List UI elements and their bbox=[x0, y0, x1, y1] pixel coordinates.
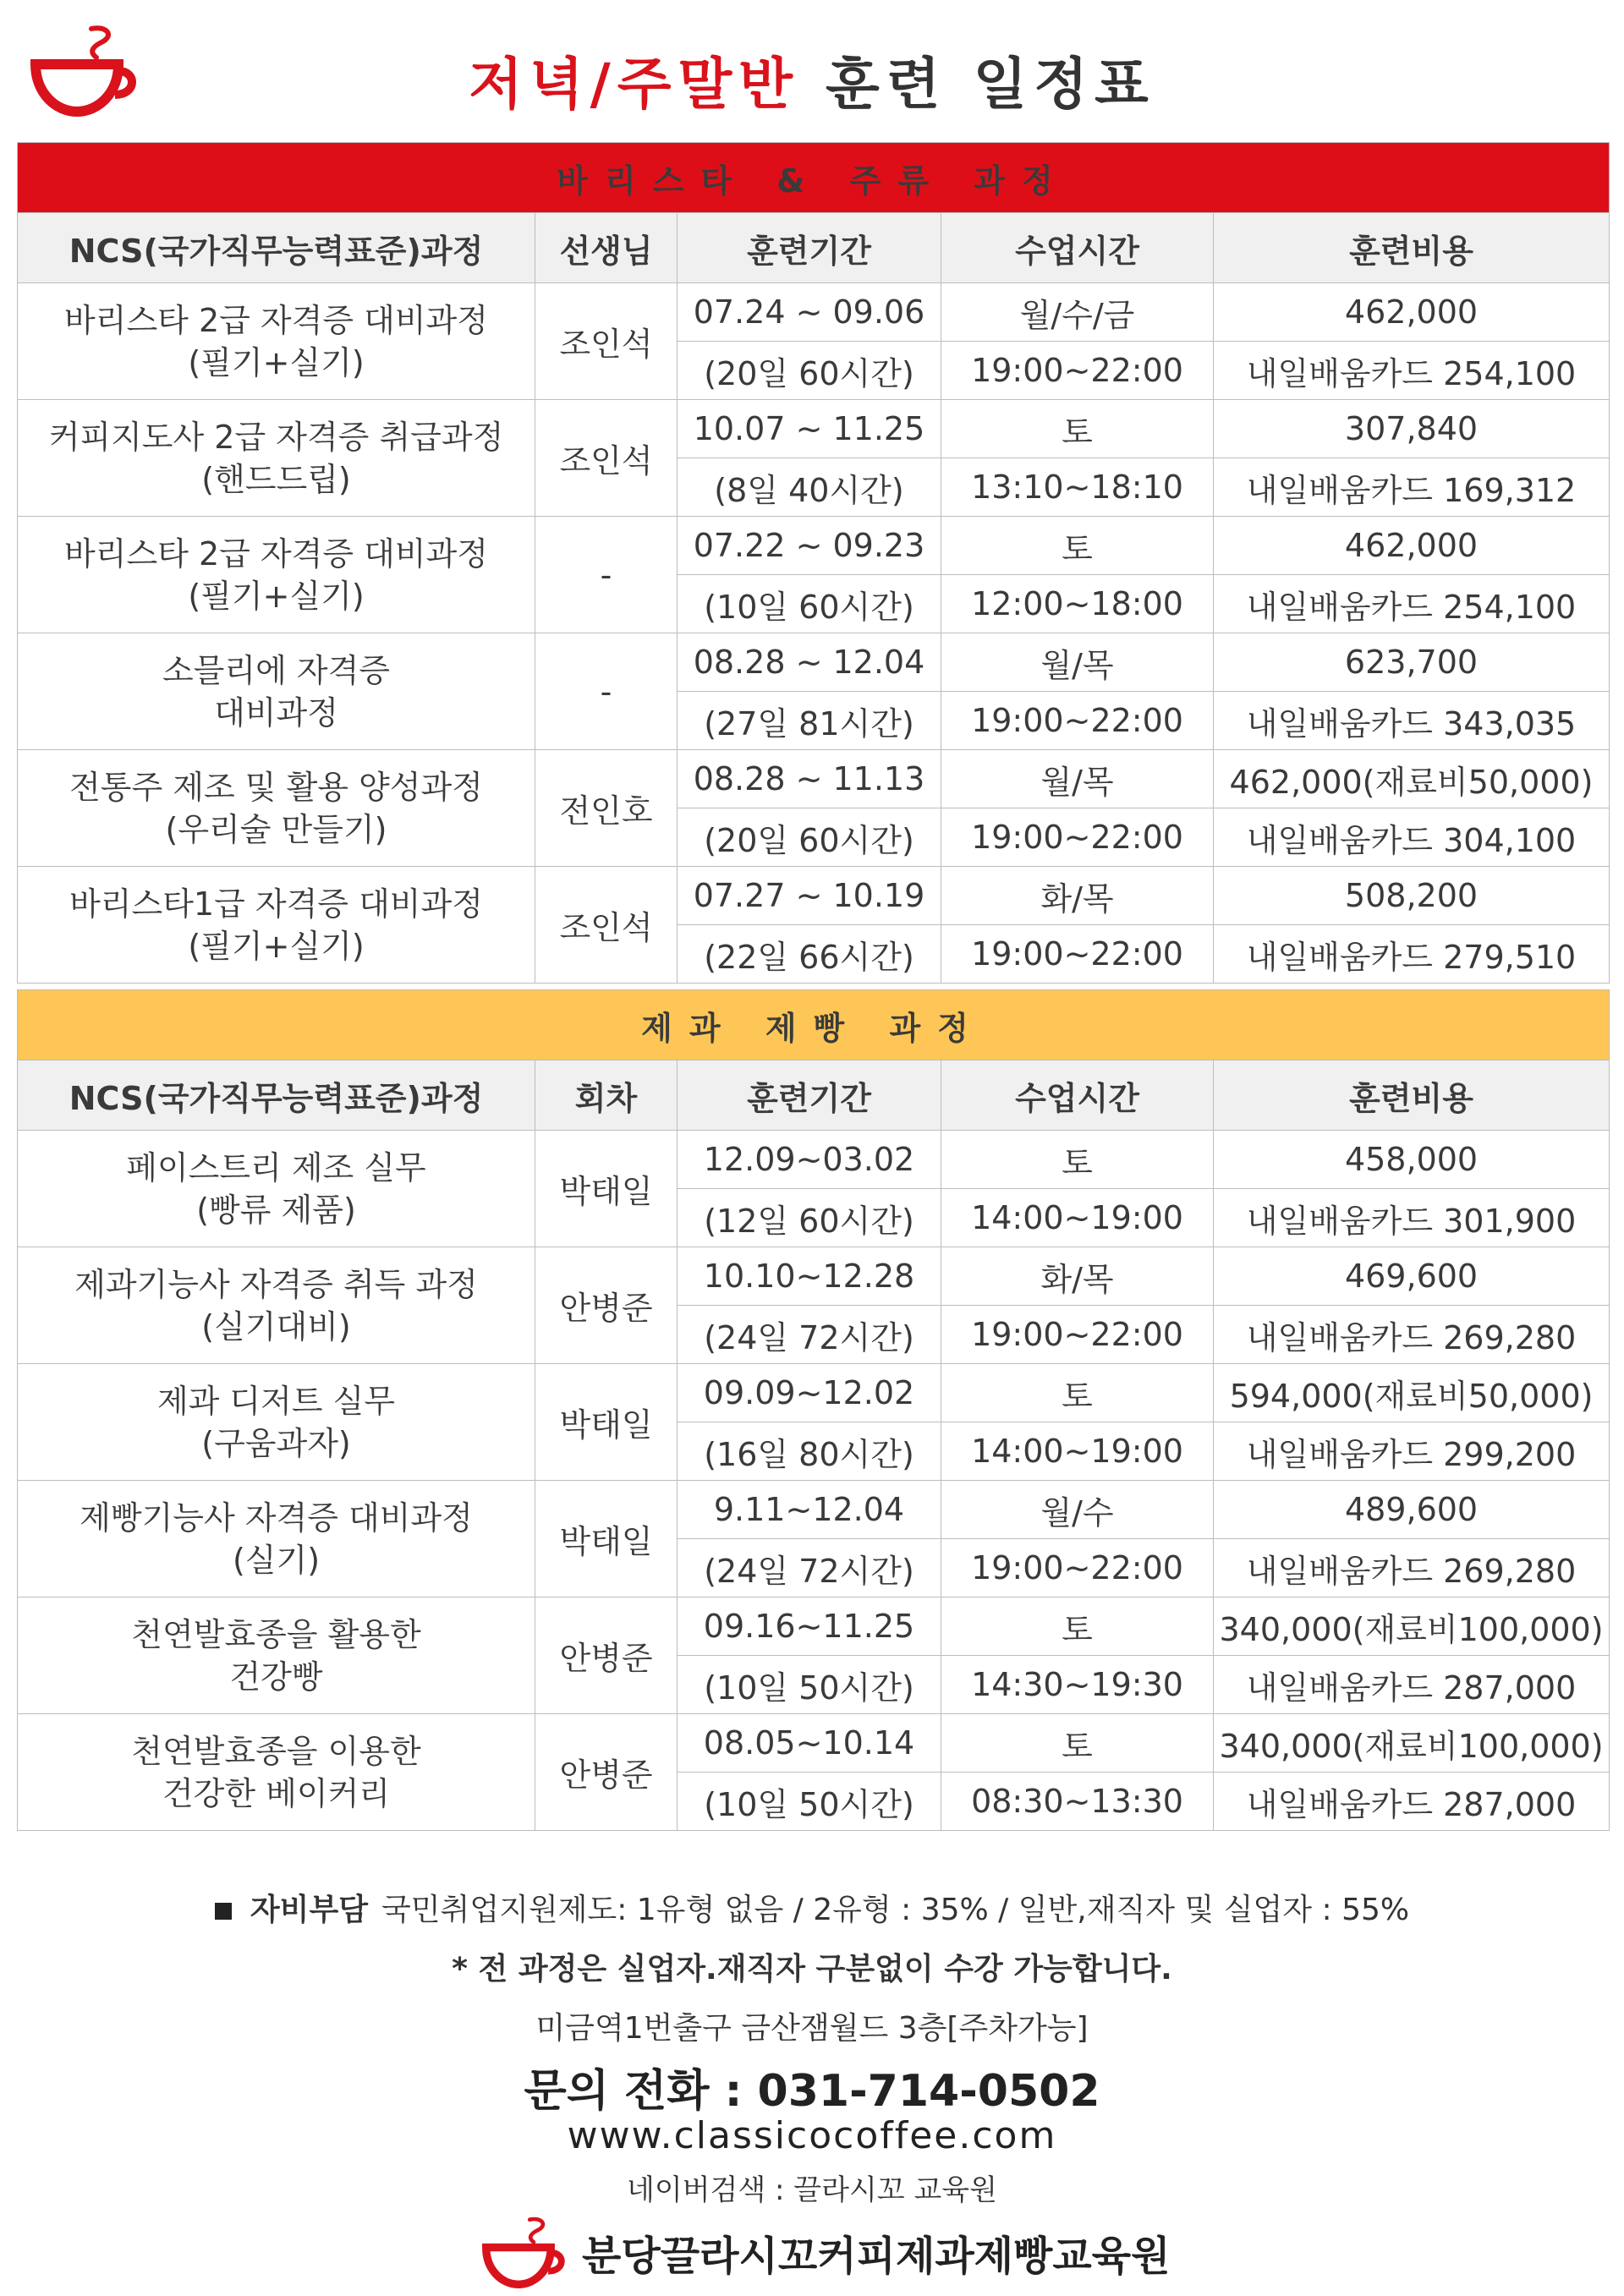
time-cell: 14:00~19:00 bbox=[941, 1422, 1214, 1481]
period-cell: 08.28 ~ 11.13 bbox=[678, 750, 941, 808]
duration-cell: (24일 72시간) bbox=[678, 1306, 941, 1364]
header-session: 회차 bbox=[535, 1060, 678, 1131]
course-subtitle: (실기대비) bbox=[201, 1307, 351, 1345]
period-cell: 08.28 ~ 12.04 bbox=[678, 633, 941, 692]
course-subtitle: (구움과자) bbox=[201, 1424, 351, 1462]
card-cost-cell: 내일배움카드 287,000 bbox=[1214, 1773, 1610, 1831]
table-row bbox=[18, 1597, 1610, 1656]
course-name-cell bbox=[18, 1247, 535, 1364]
cost-cell: 462,000(재료비50,000) bbox=[1214, 750, 1610, 808]
table-row bbox=[18, 517, 1610, 575]
course-title: 커피지도사 2급 자격증 취급과정 bbox=[48, 418, 504, 456]
course-name-cell bbox=[18, 283, 535, 400]
cost-cell: 340,000(재료비100,000) bbox=[1214, 1597, 1610, 1656]
table-row bbox=[18, 1247, 1610, 1306]
teacher-cell: 안병준 bbox=[535, 1714, 678, 1831]
course-subtitle: 건강빵 bbox=[229, 1658, 323, 1696]
card-cost-cell: 내일배움카드 269,280 bbox=[1214, 1539, 1610, 1597]
days-cell: 월/수/금 bbox=[941, 283, 1214, 342]
course-name-cell bbox=[18, 1714, 535, 1831]
period-cell: 12.09~03.02 bbox=[678, 1131, 941, 1189]
footer bbox=[0, 2214, 1624, 2290]
teacher-cell: - bbox=[535, 517, 678, 633]
organization-name: 분당끌라시꼬커피제과제빵교육원 bbox=[582, 2232, 1171, 2280]
card-cost-cell: 내일배움카드 254,100 bbox=[1214, 575, 1610, 633]
days-cell: 월/수 bbox=[941, 1481, 1214, 1539]
duration-cell: (24일 72시간) bbox=[678, 1539, 941, 1597]
cost-cell: 462,000 bbox=[1214, 517, 1610, 575]
teacher-cell: 조인석 bbox=[535, 283, 678, 400]
teacher-cell: 박태일 bbox=[535, 1481, 678, 1597]
course-name-cell bbox=[18, 400, 535, 517]
course-title: 제과기능사 자격증 취득 과정 bbox=[74, 1265, 478, 1303]
cost-cell: 489,600 bbox=[1214, 1481, 1610, 1539]
self-pay-text: 국민취업지원제도: 1유형 없음 / 2유형 : 35% / 일반,재직자 및 실업자 : 55% bbox=[381, 1893, 1410, 1927]
days-cell: 토 bbox=[941, 1714, 1214, 1773]
course-title: 바리스타 2급 자격증 대비과정 bbox=[64, 301, 488, 339]
course-subtitle: 대비과정 bbox=[214, 693, 338, 732]
days-cell: 토 bbox=[941, 400, 1214, 458]
time-cell: 19:00~22:00 bbox=[941, 1539, 1214, 1597]
course-subtitle: (우리술 만들기) bbox=[165, 810, 387, 848]
table-header-row bbox=[18, 1060, 1610, 1131]
duration-cell: (20일 60시간) bbox=[678, 342, 941, 400]
title-part1: 저녁/주말반 bbox=[469, 52, 800, 117]
course-subtitle: (필기+실기) bbox=[188, 577, 365, 615]
section-band-bakery: 제과 제빵 과정 bbox=[18, 990, 1610, 1060]
time-cell: 19:00~22:00 bbox=[941, 925, 1214, 984]
header-period: 훈련기간 bbox=[678, 213, 941, 283]
course-name-cell bbox=[18, 750, 535, 867]
course-title: 전통주 제조 및 활용 양성과정 bbox=[69, 768, 483, 806]
card-cost-cell: 내일배움카드 343,035 bbox=[1214, 692, 1610, 750]
location-text: 미금역1번출구 금산잼월드 3층[주차가능] bbox=[535, 2011, 1089, 2046]
duration-cell: (16일 80시간) bbox=[678, 1422, 941, 1481]
duration-cell: (12일 60시간) bbox=[678, 1189, 941, 1247]
cost-cell: 594,000(재료비50,000) bbox=[1214, 1364, 1610, 1422]
all-courses-note: * 전 과정은 실업자.재직자 구분없이 수강 가능합니다. bbox=[452, 1952, 1172, 1986]
cost-cell: 340,000(재료비100,000) bbox=[1214, 1714, 1610, 1773]
cost-cell: 307,840 bbox=[1214, 400, 1610, 458]
header-cost: 훈련비용 bbox=[1214, 213, 1610, 283]
table-row bbox=[18, 1364, 1610, 1422]
period-cell: 09.16~11.25 bbox=[678, 1597, 941, 1656]
table-row bbox=[18, 1714, 1610, 1773]
title-part2: 훈련 일정표 bbox=[826, 52, 1155, 117]
page-title bbox=[0, 42, 1624, 127]
header-class-time: 수업시간 bbox=[941, 213, 1214, 283]
teacher-cell: 조인석 bbox=[535, 400, 678, 517]
table-row bbox=[18, 283, 1610, 342]
teacher-cell: - bbox=[535, 633, 678, 750]
days-cell: 화/목 bbox=[941, 1247, 1214, 1306]
table-row bbox=[18, 867, 1610, 925]
teacher-cell: 박태일 bbox=[535, 1364, 678, 1481]
time-cell: 13:10~18:10 bbox=[941, 458, 1214, 517]
table-row bbox=[18, 1481, 1610, 1539]
coffee-cup-icon bbox=[482, 2216, 567, 2288]
teacher-cell: 안병준 bbox=[535, 1247, 678, 1364]
course-title: 페이스트리 제조 실무 bbox=[126, 1148, 426, 1186]
time-cell: 19:00~22:00 bbox=[941, 808, 1214, 867]
course-title: 제과 디저트 실무 bbox=[156, 1382, 396, 1420]
barista-schedule-table bbox=[17, 142, 1610, 984]
course-subtitle: (실기) bbox=[232, 1541, 321, 1579]
course-name-cell bbox=[18, 517, 535, 633]
period-cell: 09.09~12.02 bbox=[678, 1364, 941, 1422]
bakery-schedule-table bbox=[17, 989, 1610, 1831]
header-teacher: 선생님 bbox=[535, 213, 678, 283]
period-cell: 10.10~12.28 bbox=[678, 1247, 941, 1306]
course-subtitle: (빵류 제품) bbox=[196, 1191, 356, 1229]
period-cell: 07.22 ~ 09.23 bbox=[678, 517, 941, 575]
period-cell: 10.07 ~ 11.25 bbox=[678, 400, 941, 458]
time-cell: 14:30~19:30 bbox=[941, 1656, 1214, 1714]
days-cell: 토 bbox=[941, 1597, 1214, 1656]
period-cell: 08.05~10.14 bbox=[678, 1714, 941, 1773]
course-name-cell bbox=[18, 867, 535, 984]
table-header-row bbox=[18, 213, 1610, 283]
course-title: 소믈리에 자격증 bbox=[162, 651, 391, 689]
course-title: 천연발효종을 이용한 bbox=[131, 1732, 421, 1770]
course-subtitle: (필기+실기) bbox=[188, 927, 365, 965]
header-period: 훈련기간 bbox=[678, 1060, 941, 1131]
card-cost-cell: 내일배움카드 254,100 bbox=[1214, 342, 1610, 400]
self-pay-label: 자비부담 bbox=[250, 1893, 368, 1927]
table-row bbox=[18, 1131, 1610, 1189]
period-cell: 07.24 ~ 09.06 bbox=[678, 283, 941, 342]
time-cell: 08:30~13:30 bbox=[941, 1773, 1214, 1831]
course-subtitle: 건강한 베이커리 bbox=[162, 1774, 391, 1812]
days-cell: 월/목 bbox=[941, 750, 1214, 808]
time-cell: 12:00~18:00 bbox=[941, 575, 1214, 633]
days-cell: 토 bbox=[941, 1131, 1214, 1189]
cost-cell: 469,600 bbox=[1214, 1247, 1610, 1306]
course-name-cell bbox=[18, 1131, 535, 1247]
period-cell: 9.11~12.04 bbox=[678, 1481, 941, 1539]
days-cell: 화/목 bbox=[941, 867, 1214, 925]
days-cell: 토 bbox=[941, 1364, 1214, 1422]
cost-cell: 462,000 bbox=[1214, 283, 1610, 342]
duration-cell: (10일 50시간) bbox=[678, 1656, 941, 1714]
table-row bbox=[18, 750, 1610, 808]
table-row bbox=[18, 633, 1610, 692]
course-title: 제빵기능사 자격증 대비과정 bbox=[80, 1499, 473, 1537]
table-row bbox=[18, 400, 1610, 458]
website-link[interactable]: www.classicocoffee.com bbox=[567, 2114, 1057, 2157]
days-cell: 월/목 bbox=[941, 633, 1214, 692]
cost-cell: 458,000 bbox=[1214, 1131, 1610, 1189]
teacher-cell: 박태일 bbox=[535, 1131, 678, 1247]
time-cell: 19:00~22:00 bbox=[941, 692, 1214, 750]
course-name-cell bbox=[18, 633, 535, 750]
time-cell: 19:00~22:00 bbox=[941, 1306, 1214, 1364]
duration-cell: (27일 81시간) bbox=[678, 692, 941, 750]
course-subtitle: (필기+실기) bbox=[188, 343, 365, 381]
card-cost-cell: 내일배움카드 299,200 bbox=[1214, 1422, 1610, 1481]
course-name-cell bbox=[18, 1481, 535, 1597]
course-name-cell bbox=[18, 1597, 535, 1714]
course-title: 바리스타1급 자격증 대비과정 bbox=[69, 885, 483, 923]
cost-cell: 623,700 bbox=[1214, 633, 1610, 692]
header-class-time: 수업시간 bbox=[941, 1060, 1214, 1131]
header-course: NCS(국가직무능력표준)과정 bbox=[18, 213, 535, 283]
card-cost-cell: 내일배움카드 279,510 bbox=[1214, 925, 1610, 984]
header-cost: 훈련비용 bbox=[1214, 1060, 1610, 1131]
days-cell: 토 bbox=[941, 517, 1214, 575]
course-name-cell bbox=[18, 1364, 535, 1481]
teacher-cell: 조인석 bbox=[535, 867, 678, 984]
time-cell: 14:00~19:00 bbox=[941, 1189, 1214, 1247]
time-cell: 19:00~22:00 bbox=[941, 342, 1214, 400]
duration-cell: (22일 66시간) bbox=[678, 925, 941, 984]
teacher-cell: 전인호 bbox=[535, 750, 678, 867]
cost-cell: 508,200 bbox=[1214, 867, 1610, 925]
card-cost-cell: 내일배움카드 287,000 bbox=[1214, 1656, 1610, 1714]
duration-cell: (20일 60시간) bbox=[678, 808, 941, 867]
period-cell: 07.27 ~ 10.19 bbox=[678, 867, 941, 925]
phone-text: 문의 전화 : 031-714-0502 bbox=[524, 2066, 1100, 2117]
course-title: 천연발효종을 활용한 bbox=[131, 1615, 421, 1653]
card-cost-cell: 내일배움카드 304,100 bbox=[1214, 808, 1610, 867]
duration-cell: (10일 60시간) bbox=[678, 575, 941, 633]
header-course: NCS(국가직무능력표준)과정 bbox=[18, 1060, 535, 1131]
section-band-barista: 바리스타 & 주류 과정 bbox=[18, 143, 1610, 213]
course-subtitle: (핸드드립) bbox=[201, 460, 351, 498]
card-cost-cell: 내일배움카드 169,312 bbox=[1214, 458, 1610, 517]
duration-cell: (10일 50시간) bbox=[678, 1773, 941, 1831]
course-title: 바리스타 2급 자격증 대비과정 bbox=[64, 534, 488, 573]
self-pay-note bbox=[0, 1886, 1624, 1929]
naver-search-text: 네이버검색 : 끌라시꼬 교육원 bbox=[626, 2173, 997, 2207]
card-cost-cell: 내일배움카드 269,280 bbox=[1214, 1306, 1610, 1364]
square-bullet-icon bbox=[215, 1903, 232, 1920]
teacher-cell: 안병준 bbox=[535, 1597, 678, 1714]
card-cost-cell: 내일배움카드 301,900 bbox=[1214, 1189, 1610, 1247]
duration-cell: (8일 40시간) bbox=[678, 458, 941, 517]
